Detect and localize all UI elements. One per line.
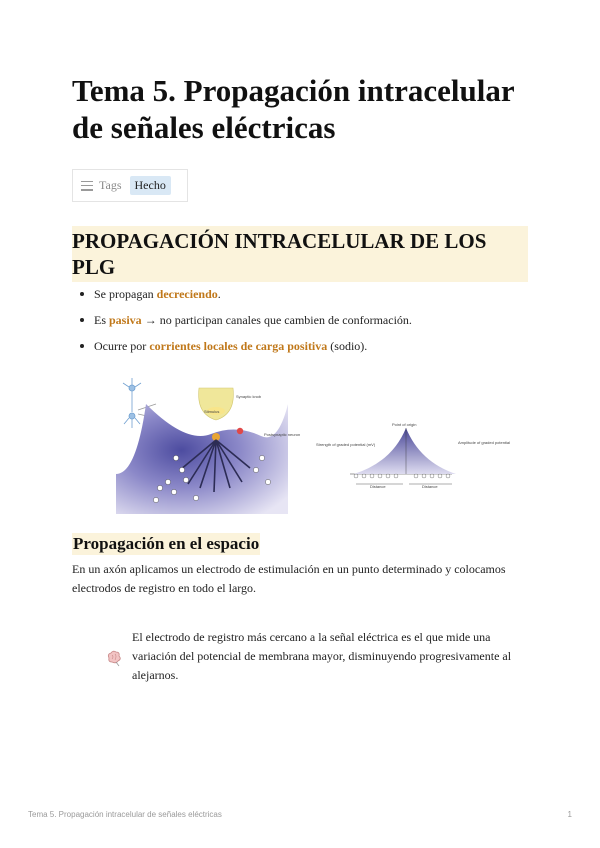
figure-label: Amplitude of graded potential: [458, 440, 511, 445]
highlight-text: decreciendo: [156, 287, 218, 301]
list-icon: [81, 181, 93, 191]
page-title: Tema 5. Propagación intracelular de señales eléctricas: [72, 73, 515, 145]
tags-label: Tags: [99, 178, 122, 192]
footer-title: Tema 5. Propagación intracelular de señales eléctricas: [28, 810, 222, 819]
figure-label: Stimulus: [204, 409, 220, 414]
figure-label: Postsynaptic neuron: [264, 432, 301, 437]
list-item: Ocurre por corrientes locales de carga positiva (sodio).: [78, 338, 538, 364]
section-heading-espacio: Propagación en el espacio: [73, 534, 260, 553]
figure-label: Synaptic knob: [236, 394, 262, 399]
list-item: Es pasiva → no participan canales que cambien de conformación.: [78, 312, 538, 338]
bullet-list: [78, 286, 538, 364]
page-number: 1: [567, 810, 572, 819]
graded-potential-figure: [116, 374, 511, 514]
figure-label: Distance: [422, 484, 438, 489]
paragraph: En un axón aplicamos un electrodo de estimulación en un punto determinado y colocamos electrodos de registro en todo el largo.: [72, 562, 506, 595]
decay-graph: [350, 428, 456, 484]
highlight-text: corrientes locales de carga positiva: [149, 339, 328, 353]
tags-property[interactable]: [72, 169, 188, 202]
highlight-text: pasiva: [109, 313, 142, 327]
figure-label: Strength of graded potential (mV): [316, 442, 376, 447]
figure-label: Point of origin: [392, 422, 417, 427]
section-heading-plg: PROPAGACIÓN INTRACELULAR DE LOS PLG: [72, 226, 528, 282]
brain-icon: [104, 648, 124, 668]
callout-text: El electrodo de registro más cercano a la señal eléctrica es el que mide una variación del potencial de membrana mayor, disminuyendo progresivamente al alejarnos.: [132, 630, 512, 682]
list-item: Se propagan decreciendo.: [78, 286, 538, 312]
figure-label: Distance: [370, 484, 386, 489]
synaptic-knob: [199, 388, 234, 420]
tag-badge[interactable]: Hecho: [130, 176, 171, 195]
